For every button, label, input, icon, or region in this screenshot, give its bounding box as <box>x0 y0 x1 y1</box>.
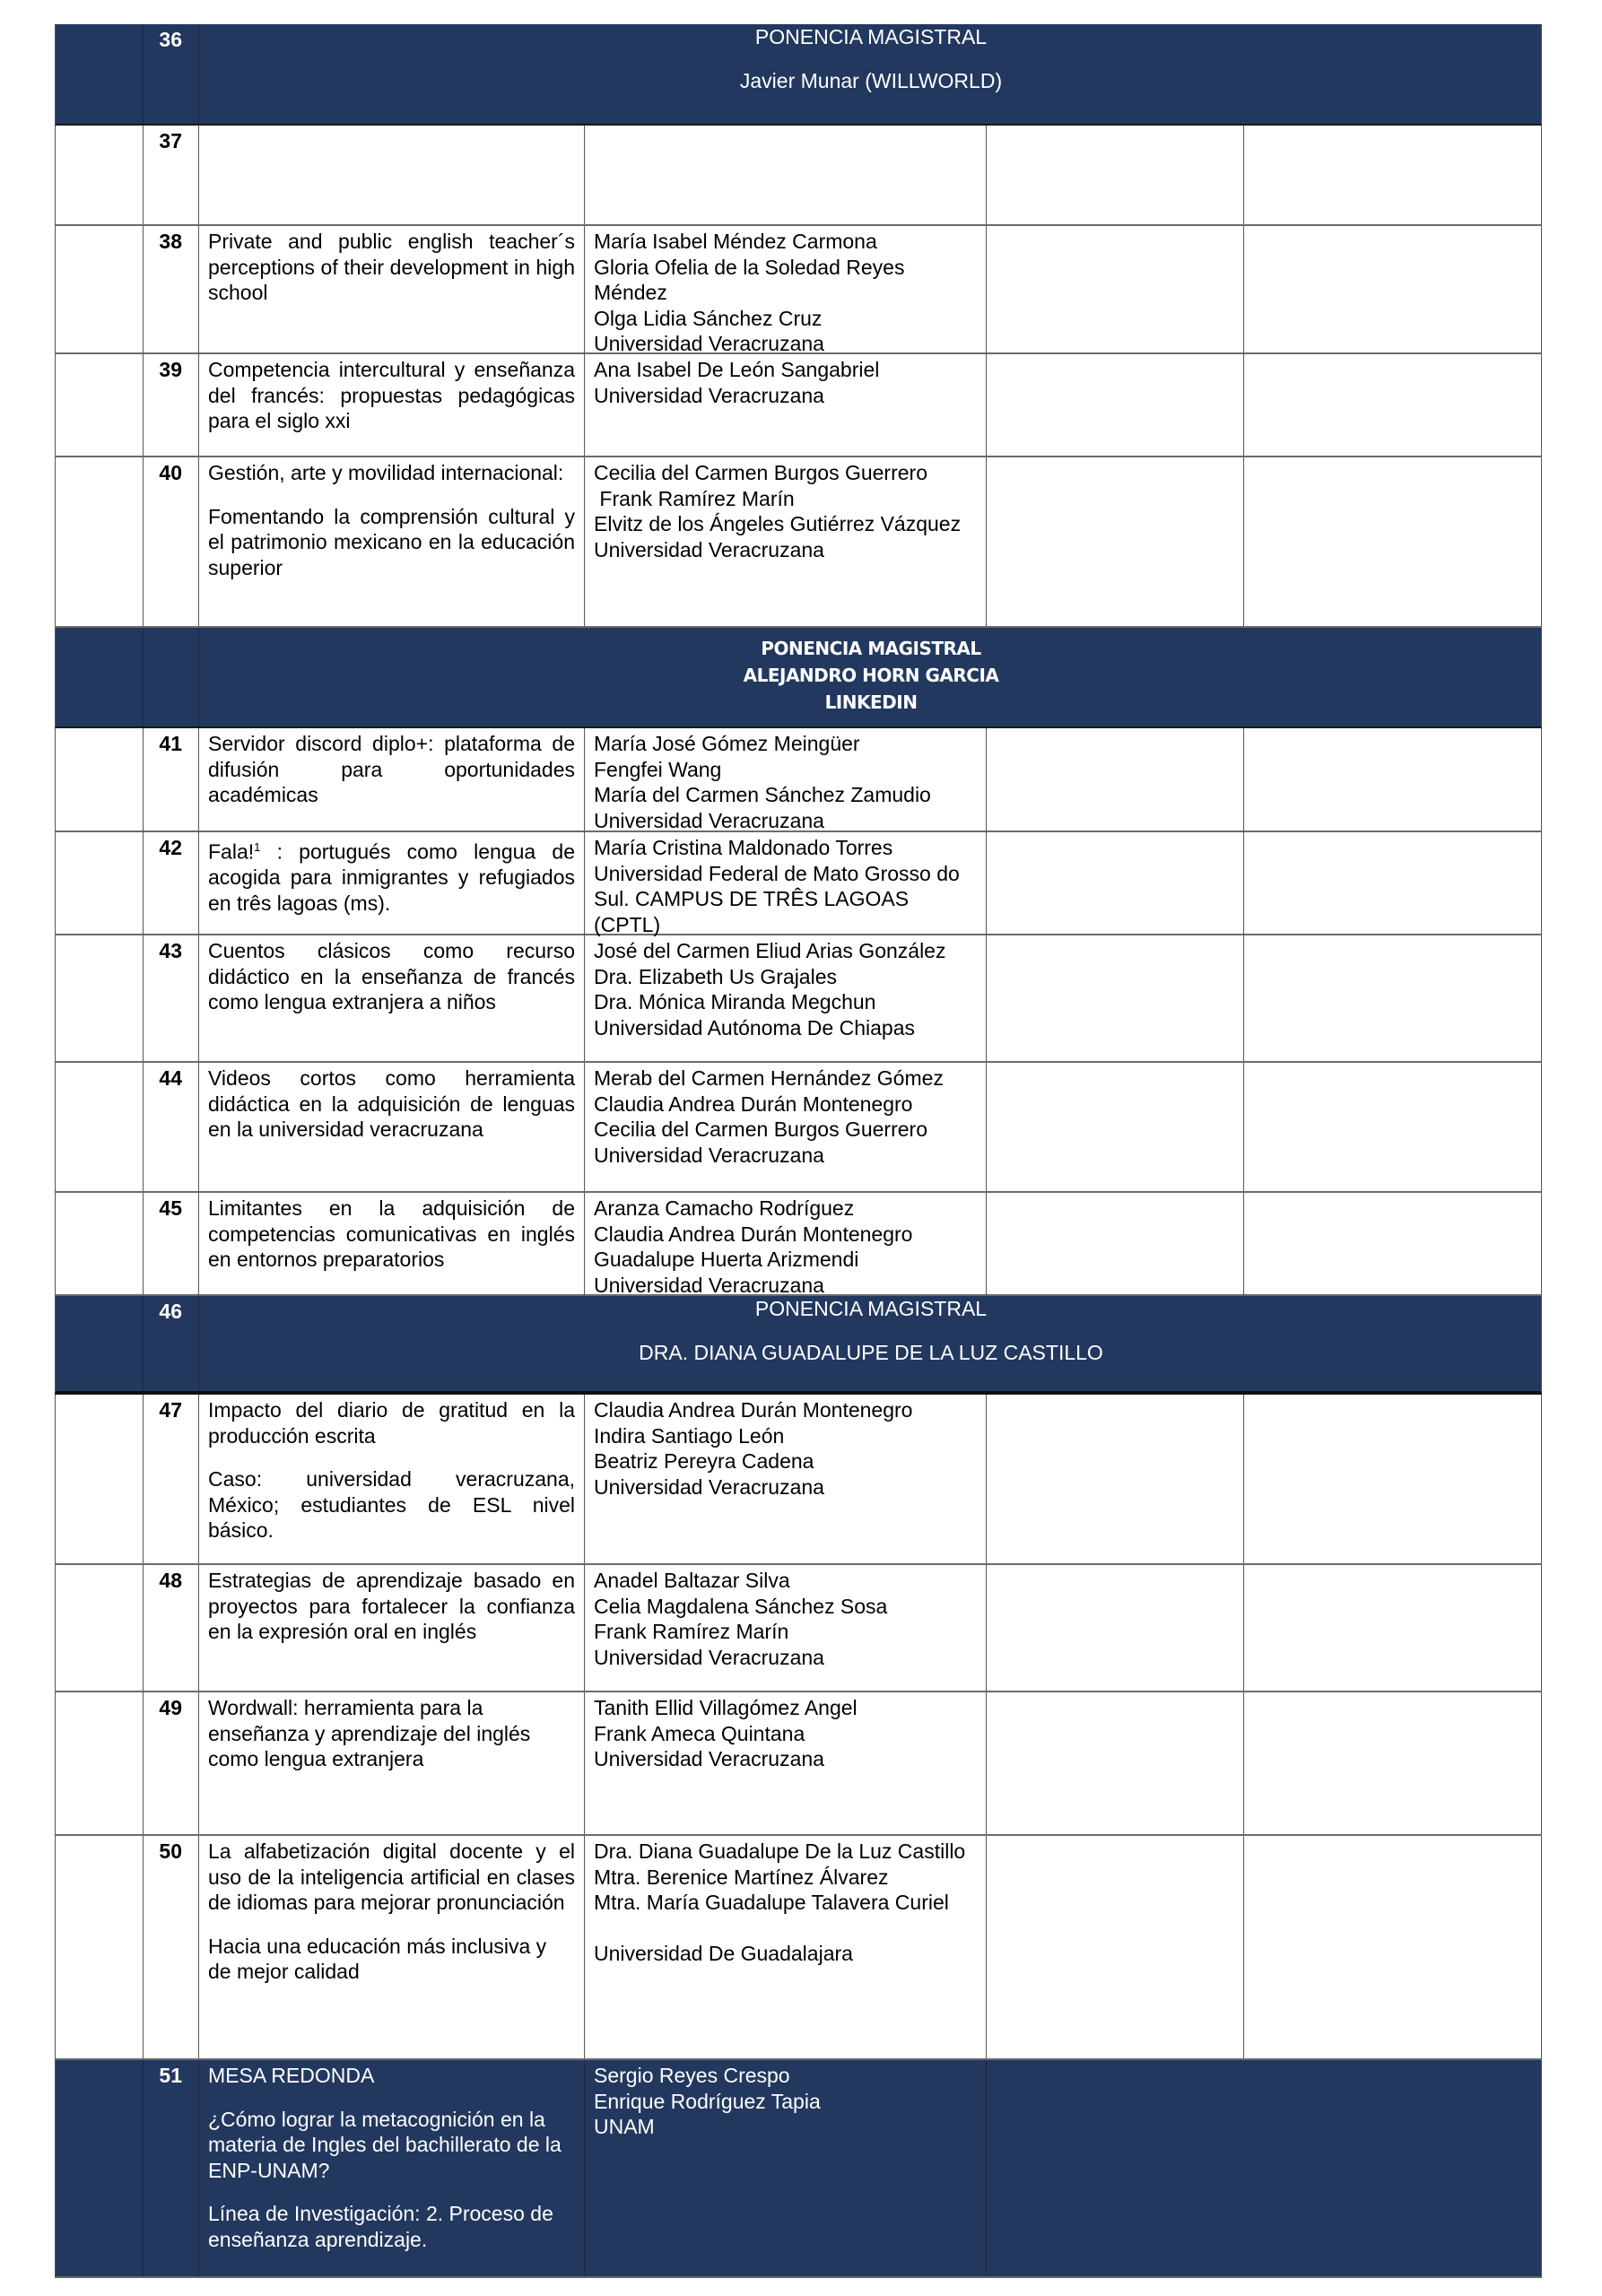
keynote-cell <box>199 628 1543 726</box>
keynote-speaker: Javier Munar (WILLWORLD) <box>739 68 1003 92</box>
empty-cell <box>987 1565 1244 1691</box>
keynote-label: PONENCIA MAGISTRAL <box>761 638 981 659</box>
table-row-magistral <box>55 1296 1542 1395</box>
author: María del Carmen Sánchez Zamudio <box>594 783 931 806</box>
title-cell <box>199 226 585 357</box>
institution: Universidad Veracruzana <box>594 1273 824 1297</box>
title-cell <box>199 1692 585 1834</box>
row-number: 40 <box>144 457 199 626</box>
author: Enrique Rodríguez Tapia <box>594 2089 821 2113</box>
row-number: 38 <box>144 226 199 357</box>
author: Sergio Reyes Crespo <box>594 2064 790 2087</box>
empty-cell <box>1244 126 1543 224</box>
blank-cell <box>56 1692 144 1834</box>
author: Guadalupe Huerta Arizmendi <box>594 1248 859 1271</box>
author: Mtra. Berenice Martínez Álvarez <box>594 1865 889 1889</box>
author: Gloria Ofelia de la Soledad Reyes Méndez <box>594 255 905 304</box>
author: Mtra. María Guadalupe Talavera Curiel <box>594 1891 949 1914</box>
title-text: Servidor discord diplo+: plataforma de difusión para oportunidades académicas <box>208 732 575 806</box>
title-cell <box>199 126 585 224</box>
empty-cell <box>987 1193 1244 1298</box>
author: Ana Isabel De León Sangabriel <box>594 358 880 381</box>
keynote-label: PONENCIA MAGISTRAL <box>754 25 988 48</box>
blank-cell <box>56 1836 144 2058</box>
empty-cell <box>1244 1395 1543 1563</box>
program-table <box>55 24 1542 2278</box>
blank-cell <box>56 126 144 224</box>
author: Beatriz Pereyra Cadena <box>594 1449 814 1473</box>
blank-cell <box>56 1395 144 1563</box>
empty-cell <box>987 354 1244 456</box>
title-prefix: Fala! <box>208 839 255 864</box>
author: Aranza Camacho Rodríguez <box>594 1196 855 1220</box>
author: Frank Ramírez Marín <box>594 1620 789 1643</box>
title-cell <box>199 1565 585 1691</box>
institution: UNAM <box>594 2115 655 2138</box>
empty-cell <box>1244 457 1543 626</box>
authors-cell <box>585 1395 987 1563</box>
authors-cell <box>585 1692 987 1834</box>
blank-cell <box>56 24 144 124</box>
author: Dra. Mónica Miranda Megchun <box>594 990 876 1013</box>
table-row <box>55 354 1542 457</box>
empty-cell <box>987 226 1244 357</box>
empty-cell <box>1244 832 1543 937</box>
blank-cell <box>56 457 144 626</box>
institution: Universidad Veracruzana <box>594 1747 824 1770</box>
empty-cell <box>1244 1193 1543 1298</box>
table-row <box>55 1063 1542 1193</box>
keynote-speaker: DRA. DIANA GUADALUPE DE LA LUZ CASTILLO <box>639 1340 1103 1364</box>
row-number: 37 <box>144 126 199 224</box>
table-row <box>55 226 1542 354</box>
author: Claudia Andrea Durán Montenegro <box>594 1398 913 1422</box>
empty-cell <box>1244 1063 1543 1191</box>
empty-cell <box>987 1063 1244 1191</box>
title-cell <box>199 935 585 1061</box>
author: Frank Ramírez Marín <box>594 486 795 510</box>
blank-cell <box>56 1296 144 1391</box>
table-row <box>55 832 1542 935</box>
row-number: 49 <box>144 1692 199 1834</box>
title-text: Wordwall: herramienta para la enseñanza y aprendizaje del inglés como lengua extranjera <box>208 1696 531 1770</box>
author: Claudia Andrea Durán Montenegro <box>594 1222 913 1246</box>
table-row <box>55 935 1542 1063</box>
footnote-marker[interactable]: 1 <box>254 840 261 854</box>
title-text: Estrategias de aprendizaje basado en proyectos para fortalecer la confianza en la expresión oral en inglés <box>208 1569 575 1643</box>
title-cell <box>199 1836 585 2058</box>
row-number: 50 <box>144 1836 199 2058</box>
authors-cell <box>585 354 987 456</box>
empty-cell <box>1244 728 1543 833</box>
row-number: 46 <box>144 1296 199 1391</box>
empty-cell <box>987 935 1244 1061</box>
title-cell <box>199 457 585 626</box>
authors-cell <box>585 832 987 937</box>
table-row-magistral <box>55 24 1542 126</box>
table-row-magistral <box>55 628 1542 728</box>
authors-cell <box>585 226 987 357</box>
row-number: 43 <box>144 935 199 1061</box>
keynote-cell <box>199 1296 1543 1391</box>
row-number <box>144 628 199 726</box>
research-line: Línea de Investigación: 2. Proceso de enseñanza aprendizaje. <box>208 2202 553 2251</box>
institution: Universidad Veracruzana <box>594 1143 824 1167</box>
institution: Universidad De Guadalajara <box>594 1941 853 1965</box>
blank-cell <box>56 728 144 833</box>
title-text: Private and public english teacher´s perceptions of their development in high school <box>208 230 575 304</box>
keynote-cell <box>199 24 1543 124</box>
author: Merab del Carmen Hernández Gómez <box>594 1066 944 1090</box>
table-row <box>55 457 1542 628</box>
subtitle-text: Hacia una educación más inclusiva y de mejor calidad <box>208 1934 547 1983</box>
authors-cell <box>585 457 987 626</box>
empty-cell <box>987 1836 1244 2058</box>
title-cell <box>199 728 585 833</box>
author: Olga Lidia Sánchez Cruz <box>594 306 823 330</box>
row-number: 36 <box>144 24 199 124</box>
author: Anadel Baltazar Silva <box>594 1569 790 1592</box>
session-type: MESA REDONDA <box>208 2064 375 2087</box>
title-cell <box>199 1063 585 1191</box>
institution: Universidad Veracruzana <box>594 332 824 355</box>
title-text: Limitantes en la adquisición de competencias comunicativas en inglés en entornos preparatorios <box>208 1196 575 1271</box>
author: Cecilia del Carmen Burgos Guerrero <box>594 461 927 484</box>
empty-cell <box>987 126 1244 224</box>
empty-cell <box>987 2060 1543 2276</box>
blank-cell <box>56 832 144 937</box>
author: Dra. Diana Guadalupe De la Luz Castillo <box>594 1839 966 1863</box>
authors-cell <box>585 1193 987 1298</box>
authors-cell <box>585 1063 987 1191</box>
keynote-speaker: ALEJANDRO HORN GARCIA <box>743 665 999 686</box>
author: Frank Ameca Quintana <box>594 1721 805 1745</box>
title-text: Competencia intercultural y enseñanza del francés: propuestas pedagógicas para el siglo xxi <box>208 358 575 432</box>
institution: Universidad Veracruzana <box>594 1645 824 1669</box>
title-text: Cuentos clásicos como recurso didáctico en la enseñanza de francés como lengua extranjera a niños <box>208 939 575 1013</box>
blank-cell <box>56 1565 144 1691</box>
blank-cell <box>56 2060 144 2276</box>
authors-cell <box>585 126 987 224</box>
title-text: Gestión, arte y movilidad internacional: <box>208 461 564 484</box>
row-number: 47 <box>144 1395 199 1563</box>
authors-cell <box>585 728 987 833</box>
title-cell <box>199 1193 585 1298</box>
author: María Cristina Maldonado Torres <box>594 836 893 859</box>
title-text: La alfabetización digital docente y el uso de la inteligencia artificial en clases de idiomas para mejorar pronunciación <box>208 1839 575 1914</box>
empty-cell <box>987 457 1244 626</box>
keynote-label: PONENCIA MAGISTRAL <box>754 1297 988 1320</box>
row-number: 44 <box>144 1063 199 1191</box>
empty-cell <box>1244 1692 1543 1834</box>
author: María Isabel Méndez Carmona <box>594 230 877 253</box>
row-number: 41 <box>144 728 199 833</box>
table-row <box>55 1836 1542 2060</box>
author: Claudia Andrea Durán Montenegro <box>594 1091 913 1116</box>
subtitle-text: Fomentando la comprensión cultural y el patrimonio mexicano en la educación superior <box>208 504 575 579</box>
title-text: ¿Cómo lograr la metacognición en la materia de Ingles del bachillerato de la ENP-UNAM? <box>208 2107 562 2182</box>
title-text: Videos cortos como herramienta didáctica en la adquisición de lenguas en la universidad veracruzana <box>208 1066 575 1141</box>
table-row <box>55 728 1542 832</box>
table-row <box>55 1193 1542 1296</box>
author: Fengfei Wang <box>594 757 722 781</box>
author: José del Carmen Eliud Arias González <box>594 939 946 962</box>
table-row <box>55 1692 1542 1836</box>
table-row <box>55 126 1542 226</box>
table-row-round-table <box>55 2060 1542 2278</box>
empty-cell <box>1244 935 1543 1061</box>
row-number: 48 <box>144 1565 199 1691</box>
author: Dra. Elizabeth Us Grajales <box>594 964 837 988</box>
author: Tanith Ellid Villagómez Angel <box>594 1696 858 1719</box>
empty-cell <box>1244 226 1543 357</box>
blank-cell <box>56 226 144 357</box>
blank-cell <box>56 935 144 1061</box>
table-row <box>55 1395 1542 1565</box>
row-number: 39 <box>144 354 199 456</box>
empty-cell <box>987 728 1244 833</box>
title-cell <box>199 1395 585 1563</box>
title-cell <box>199 2060 585 2276</box>
institution: Universidad Veracruzana <box>594 808 824 832</box>
authors-cell <box>585 1836 987 2058</box>
author: Celia Magdalena Sánchez Sosa <box>594 1594 888 1618</box>
author: María José Gómez Meingüer <box>594 732 860 755</box>
title-text <box>208 835 575 916</box>
blank-cell <box>56 354 144 456</box>
institution: Universidad Veracruzana <box>594 537 824 561</box>
blank-cell <box>56 1063 144 1191</box>
institution: Universidad Veracruzana <box>594 1474 824 1499</box>
table-row <box>55 1565 1542 1692</box>
institution: Universidad Veracruzana <box>594 383 824 407</box>
empty-cell <box>1244 354 1543 456</box>
institution: Universidad Federal de Mato Grosso do Sul. CAMPUS DE TRÊS LAGOAS (CPTL) <box>594 861 960 936</box>
empty-cell <box>987 1395 1244 1563</box>
row-number: 51 <box>144 2060 199 2276</box>
institution: Universidad Autónoma De Chiapas <box>594 1015 915 1039</box>
subtitle-text: Caso: universidad veracruzana, México; estudiantes de ESL nivel básico. <box>208 1467 575 1542</box>
row-number: 45 <box>144 1193 199 1298</box>
empty-cell <box>987 1692 1244 1834</box>
author: Cecilia del Carmen Burgos Guerrero <box>594 1118 927 1141</box>
blank-cell <box>56 1193 144 1298</box>
empty-cell <box>1244 1836 1543 2058</box>
blank-cell <box>56 628 144 726</box>
author: Elvitz de los Ángeles Gutiérrez Vázquez <box>594 512 962 535</box>
title-cell <box>199 354 585 456</box>
title-rest: : portugués como lengua de acogida para inmigrantes y refugiados en três lagoas (ms). <box>208 839 575 915</box>
title-cell <box>199 832 585 937</box>
empty-cell <box>1244 1565 1543 1691</box>
row-number: 42 <box>144 832 199 937</box>
spacer <box>594 1916 977 1941</box>
authors-cell <box>585 935 987 1061</box>
authors-cell <box>585 2060 987 2276</box>
empty-cell <box>987 832 1244 937</box>
authors-cell <box>585 1565 987 1691</box>
title-text: Impacto del diario de gratitud en la producción escrita <box>208 1398 575 1448</box>
author: Indira Santiago León <box>594 1423 785 1448</box>
keynote-affiliation: LINKEDIN <box>824 691 918 713</box>
